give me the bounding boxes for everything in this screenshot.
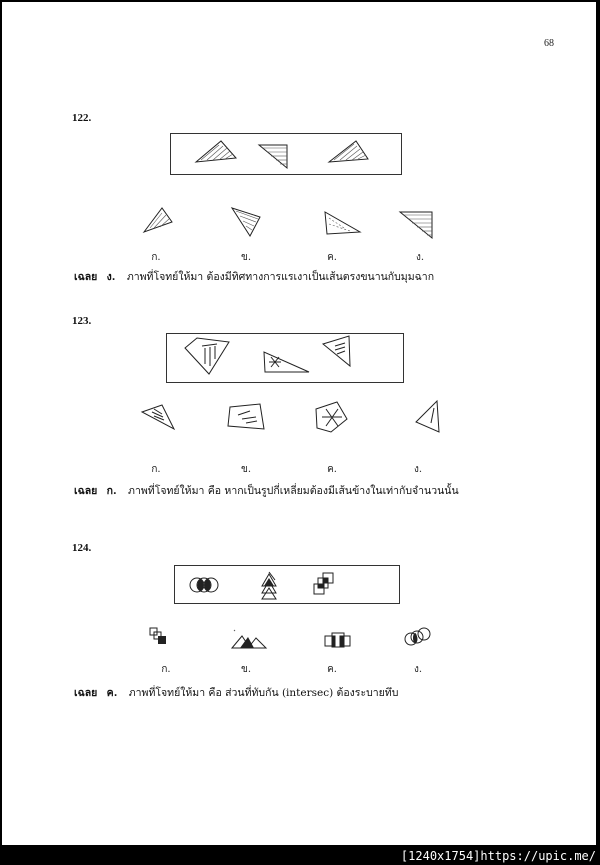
- question-123-number: 123.: [72, 315, 92, 327]
- document-page: [2, 2, 596, 845]
- answer-explanation: ภาพที่โจทย์ให้มา ต้องมีทิศทางการแรเงาเป็นเส้นตรงขนานกับมุมฉาก: [126, 271, 435, 283]
- option-d-triangle-icon: [400, 212, 432, 238]
- question-122-answer: [74, 268, 434, 285]
- answer-choice: ง.: [106, 271, 116, 283]
- option-a-triangle-lines-icon: [142, 405, 174, 429]
- question-122-option-a-label: ก.: [151, 252, 161, 263]
- option-d-circles-icon: [405, 628, 430, 645]
- question-124-option-d-label: ง.: [413, 664, 423, 675]
- question-122-number: 122.: [72, 112, 92, 124]
- triangle-asterisk-icon: [264, 352, 309, 372]
- answer-explanation: ภาพที่โจทย์ให้มา คือ หากเป็นรูปกี่เหลี่ยมต้องมีเส้นข้างในเท่ากับจำนวนนั้น: [128, 485, 459, 497]
- overlapping-circles-icon: [190, 578, 218, 592]
- option-c-pentagon-asterisk-icon: [316, 402, 347, 432]
- question-124-option-b-label: ข.: [240, 664, 251, 675]
- question-122-option-d-label: ง.: [415, 252, 425, 263]
- option-b-quadrilateral-lines-icon: [228, 404, 264, 429]
- question-123-option-b-label: ข.: [240, 464, 251, 475]
- answer-keyword: เฉลย: [74, 485, 98, 497]
- hatched-triangle-icon: [196, 141, 236, 162]
- option-b-triangle-icon: [232, 208, 260, 236]
- question-123-option-a-label: ก.: [151, 464, 161, 475]
- question-123-answer: [74, 482, 459, 499]
- question-124-option-c-label: ค.: [327, 664, 337, 675]
- answer-choice: ค.: [106, 687, 118, 699]
- question-123-options: [132, 395, 452, 447]
- hatched-triangle-icon: [259, 145, 287, 168]
- question-122-option-c-label: ค.: [327, 252, 337, 263]
- option-d-triangle-line-icon: [416, 401, 439, 432]
- question-122-pattern-box: [170, 133, 402, 175]
- option-a-triangle-icon: [144, 208, 172, 232]
- question-124-number: 124.: [72, 542, 92, 554]
- option-a-squares-icon: [150, 628, 166, 644]
- hatched-triangle-icon: [329, 141, 368, 162]
- image-watermark: [1240x1754]https://upic.me/: [400, 849, 596, 863]
- question-124-pattern-figures: [175, 566, 399, 603]
- page-number: 68: [544, 38, 554, 49]
- answer-explanation: ภาพที่โจทย์ให้มา คือ ส่วนที่ทับกัน (intersec) ต้องระบายทึบ: [128, 687, 399, 699]
- question-123-option-d-label: ง.: [413, 464, 423, 475]
- question-124-answer: [74, 684, 398, 701]
- answer-choice: ก.: [106, 485, 117, 497]
- answer-keyword: เฉลย: [74, 271, 98, 283]
- question-123-pattern-figures: [167, 334, 403, 382]
- question-122-pattern-figures: [171, 134, 401, 174]
- stacked-triangles-icon: [262, 572, 276, 599]
- overlapping-squares-icon: [314, 573, 333, 594]
- question-122-option-b-label: ข.: [240, 252, 251, 263]
- option-b-triangles-icon: [232, 630, 266, 648]
- quadrilateral-four-lines-icon: [185, 338, 229, 374]
- question-123-option-c-label: ค.: [327, 464, 337, 475]
- option-c-rectangles-icon: [325, 633, 350, 647]
- triangle-three-lines-icon: [323, 336, 350, 366]
- answer-keyword: เฉลย: [74, 687, 98, 699]
- option-c-triangle-icon: [325, 212, 360, 234]
- question-123-pattern-box: [166, 333, 404, 383]
- question-124-pattern-box: [174, 565, 400, 604]
- question-122-options: [132, 200, 452, 245]
- question-124-option-a-label: ก.: [161, 664, 171, 675]
- question-124-options: [132, 622, 452, 652]
